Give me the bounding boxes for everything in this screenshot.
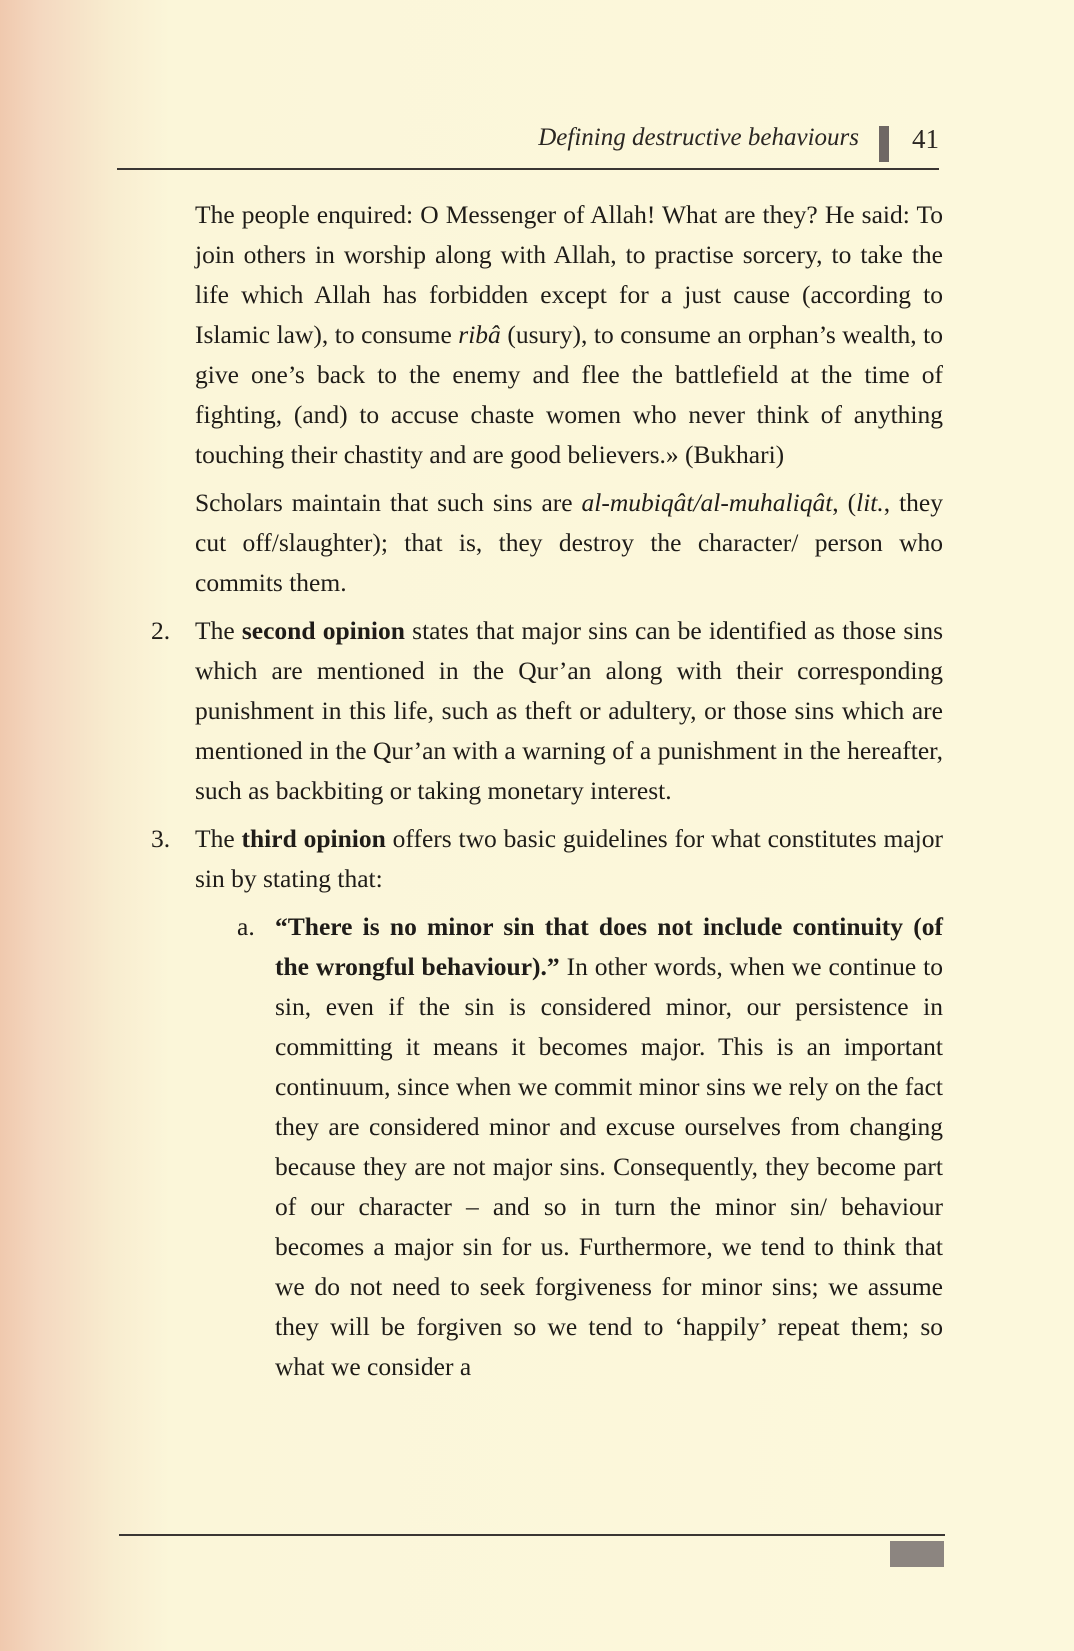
scholars-text-punct: , (	[832, 488, 857, 517]
list-item-third-opinion	[151, 819, 943, 899]
sub-list-text: In other words, when we continue to sin, even if the sin is considered minor, our persistence in committing it means it becomes major. This is an important continuum, since when we commit minor sins we rely on the fact they are considered minor and excuse ourselves from changing because they are not major sins. Consequently, they become part of our character – and so in turn the minor sin/ behaviour becomes a major sin for us. Furthermore, we tend to think that we do not need to seek forgiveness for minor sins; we assume they will be forgiven so we tend to ‘happily’ repeat them; so what we consider a	[275, 952, 944, 1381]
page-number: 41	[912, 124, 939, 154]
header-marker-bar	[879, 126, 889, 162]
list-prefix: The	[195, 616, 242, 645]
hadith-text: The people enquired: O Messenger of Allah! What are they? He said: To join others in worship along with Allah, to practise sorcery, to take the life which Allah has forbidden except for a just cause (according to Islamic law), to consume	[195, 200, 943, 349]
page-body	[151, 195, 944, 1387]
term-mubiqat: al-mubiqât/al-muhaliqât	[581, 488, 833, 517]
hadith-paragraph	[195, 195, 943, 475]
list-prefix: The	[195, 824, 242, 853]
scholars-paragraph	[195, 483, 943, 603]
term-lit: lit.	[856, 488, 884, 517]
term-riba: ribâ	[458, 320, 501, 349]
page-header	[117, 118, 939, 168]
sub-list-item-a	[237, 907, 944, 1387]
scholars-text-end: , they cut off/slaughter); that is, they destroy the character/ person who commits them.	[195, 488, 943, 597]
list-bold-term: second opinion	[241, 616, 405, 645]
running-title: Defining destructive behaviours	[538, 124, 859, 151]
scholars-text: Scholars maintain that such sins are	[195, 488, 582, 517]
hadith-text-continued: (usury), to consume an orphan’s wealth, to give one’s back to the enemy and flee the battlefield at the time of fighting, (and) to accuse chaste women who never think of anything touching their chastity and are good believers.» (Bukhari)	[195, 320, 943, 469]
list-bold-term: third opinion	[241, 824, 386, 853]
footer-rule	[119, 1534, 945, 1536]
header-rule	[117, 168, 939, 170]
list-number: 2.	[151, 616, 171, 645]
list-item-second-opinion	[151, 611, 943, 811]
list-text: offers two basic guidelines for what constitutes major sin by stating that:	[195, 824, 943, 893]
sub-list-bold-quote: “There is no minor sin that does not include continuity (of the wrongful behaviour).”	[275, 912, 943, 981]
list-text: states that major sins can be identified as those sins which are mentioned in the Qur’an along with their corresponding punishment in this life, such as theft or adultery, or those sins which are mentioned in the Qur’an with a warning of a punishment in the hereafter, such as backbiting or taking monetary interest.	[195, 616, 943, 805]
sub-list-letter: a.	[237, 912, 255, 941]
footer-marker-block	[890, 1541, 944, 1567]
list-number: 3.	[151, 824, 171, 853]
